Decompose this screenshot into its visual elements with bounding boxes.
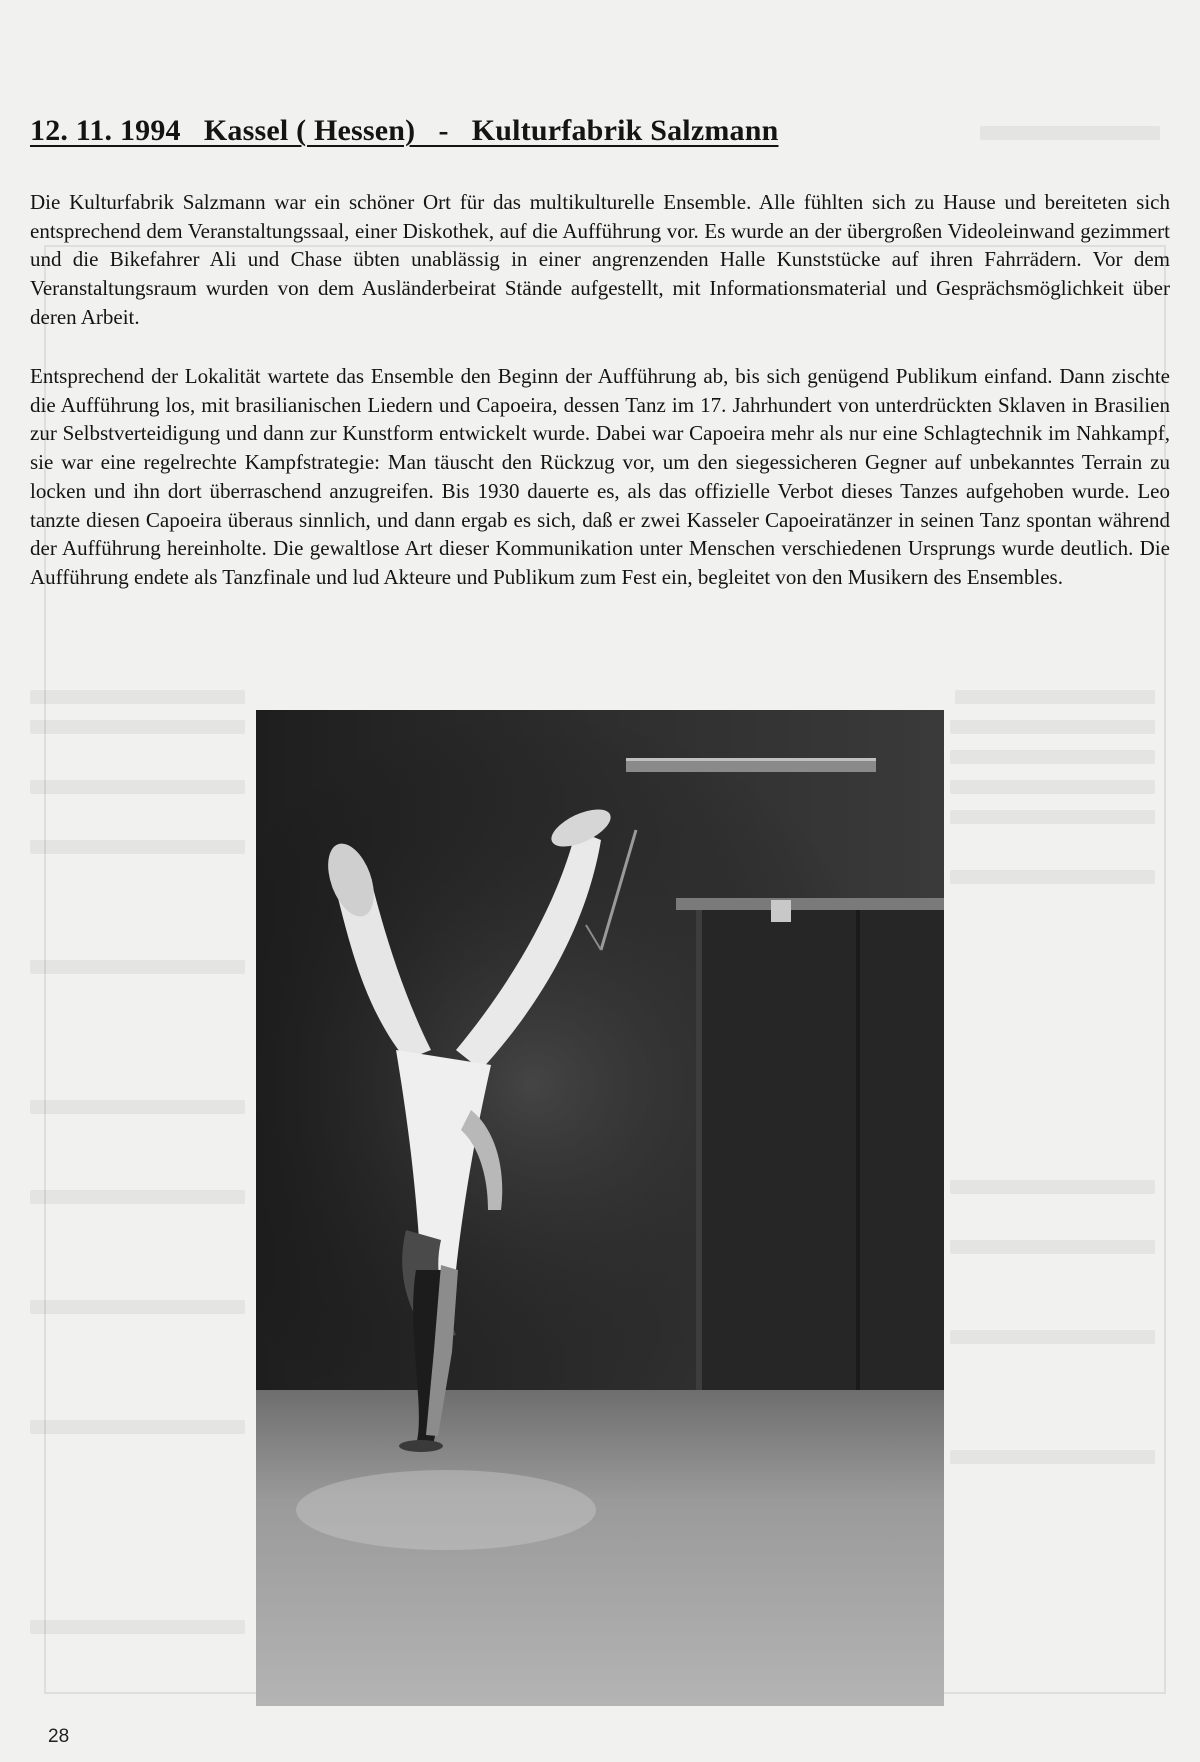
show-through-line [30, 690, 245, 704]
body-paragraph: Die Kulturfabrik Salzmann war ein schöner Ort für das multikulturelle Ensemble. Alle fühlten sich zu Hause und bereiteten sich entsprechend dem Veranstaltungssaal, einer Diskothek, auf die Aufführung vor. Es wurde an der übergroßen Videoleinwand gezimmert und die Bikefahrer Ali und Chase übten unablässig in einer angrenzenden Halle Kunststücke auf ihren Fahrrädern. Vor dem Veranstaltungsraum wurden von dem Ausländerbeirat Stände aufgestellt, mit Informationsmaterial und Gesprächsmöglichkeit über deren Arbeit. [30, 190, 1170, 329]
show-through-line [950, 1450, 1155, 1464]
show-through-line [30, 840, 245, 854]
show-through-line [30, 720, 245, 734]
page-title: 12. 11. 1994 Kassel ( Hessen) - Kulturfabrik Salzmann [30, 114, 779, 147]
show-through-line [950, 720, 1155, 734]
show-through-line [30, 1190, 245, 1204]
body-paragraph: Entsprechend der Lokalität wartete das Ensemble den Beginn der Aufführung ab, bis sich genügend Publikum einfand. Dann zischte die Aufführung los, mit brasilianischen Liedern und Capoeira, dessen Tanz im 17. Jahrhundert von unterdrückten Sklaven in Brasilien zur Selbstverteidigung und dann zur Kunstform entwickelt wurde. Dabei war Capoeira mehr als nur eine Schlagtechnik im Nahkampf, sie war eine regelrechte Kampfstrategie: Man täuscht den Rückzug vor, um den siegessicheren Gegner auf unbekanntes Terrain zu locken und ihn dort überraschend anzugreifen. Bis 1930 dauerte es, als das offizielle Verbot dieses Tanzes aufgehoben wurde. Leo tanzte diesen Capoeira überaus sinnlich, und dann ergab es sich, daß er zwei Kasseler Capoeiratänzer in seinen Tanz spontan während der Aufführung hereinholte. Die gewaltlose Art dieser Kommunikation unter Menschen verschiedenen Ursprungs wurde deutlich. Die Aufführung endete als Tanzfinale und lud Akteure und Publikum zum Fest ein, begleitet von den Musikern des Ensembles. [30, 364, 1170, 589]
page-number: 28 [48, 1726, 70, 1747]
show-through-line [980, 126, 1160, 140]
show-through-line [30, 1100, 245, 1114]
show-through-line [30, 780, 245, 794]
show-through-line [30, 960, 245, 974]
show-through-line [30, 1300, 245, 1314]
show-through-line [955, 690, 1155, 704]
show-through-line [950, 1180, 1155, 1194]
capoeira-dancer-photo [256, 710, 944, 1706]
show-through-line [950, 810, 1155, 824]
show-through-line [950, 1330, 1155, 1344]
show-through-line [30, 1620, 245, 1634]
show-through-line [30, 1420, 245, 1434]
show-through-line [950, 870, 1155, 884]
show-through-line [950, 780, 1155, 794]
show-through-line [950, 1240, 1155, 1254]
show-through-line [950, 750, 1155, 764]
